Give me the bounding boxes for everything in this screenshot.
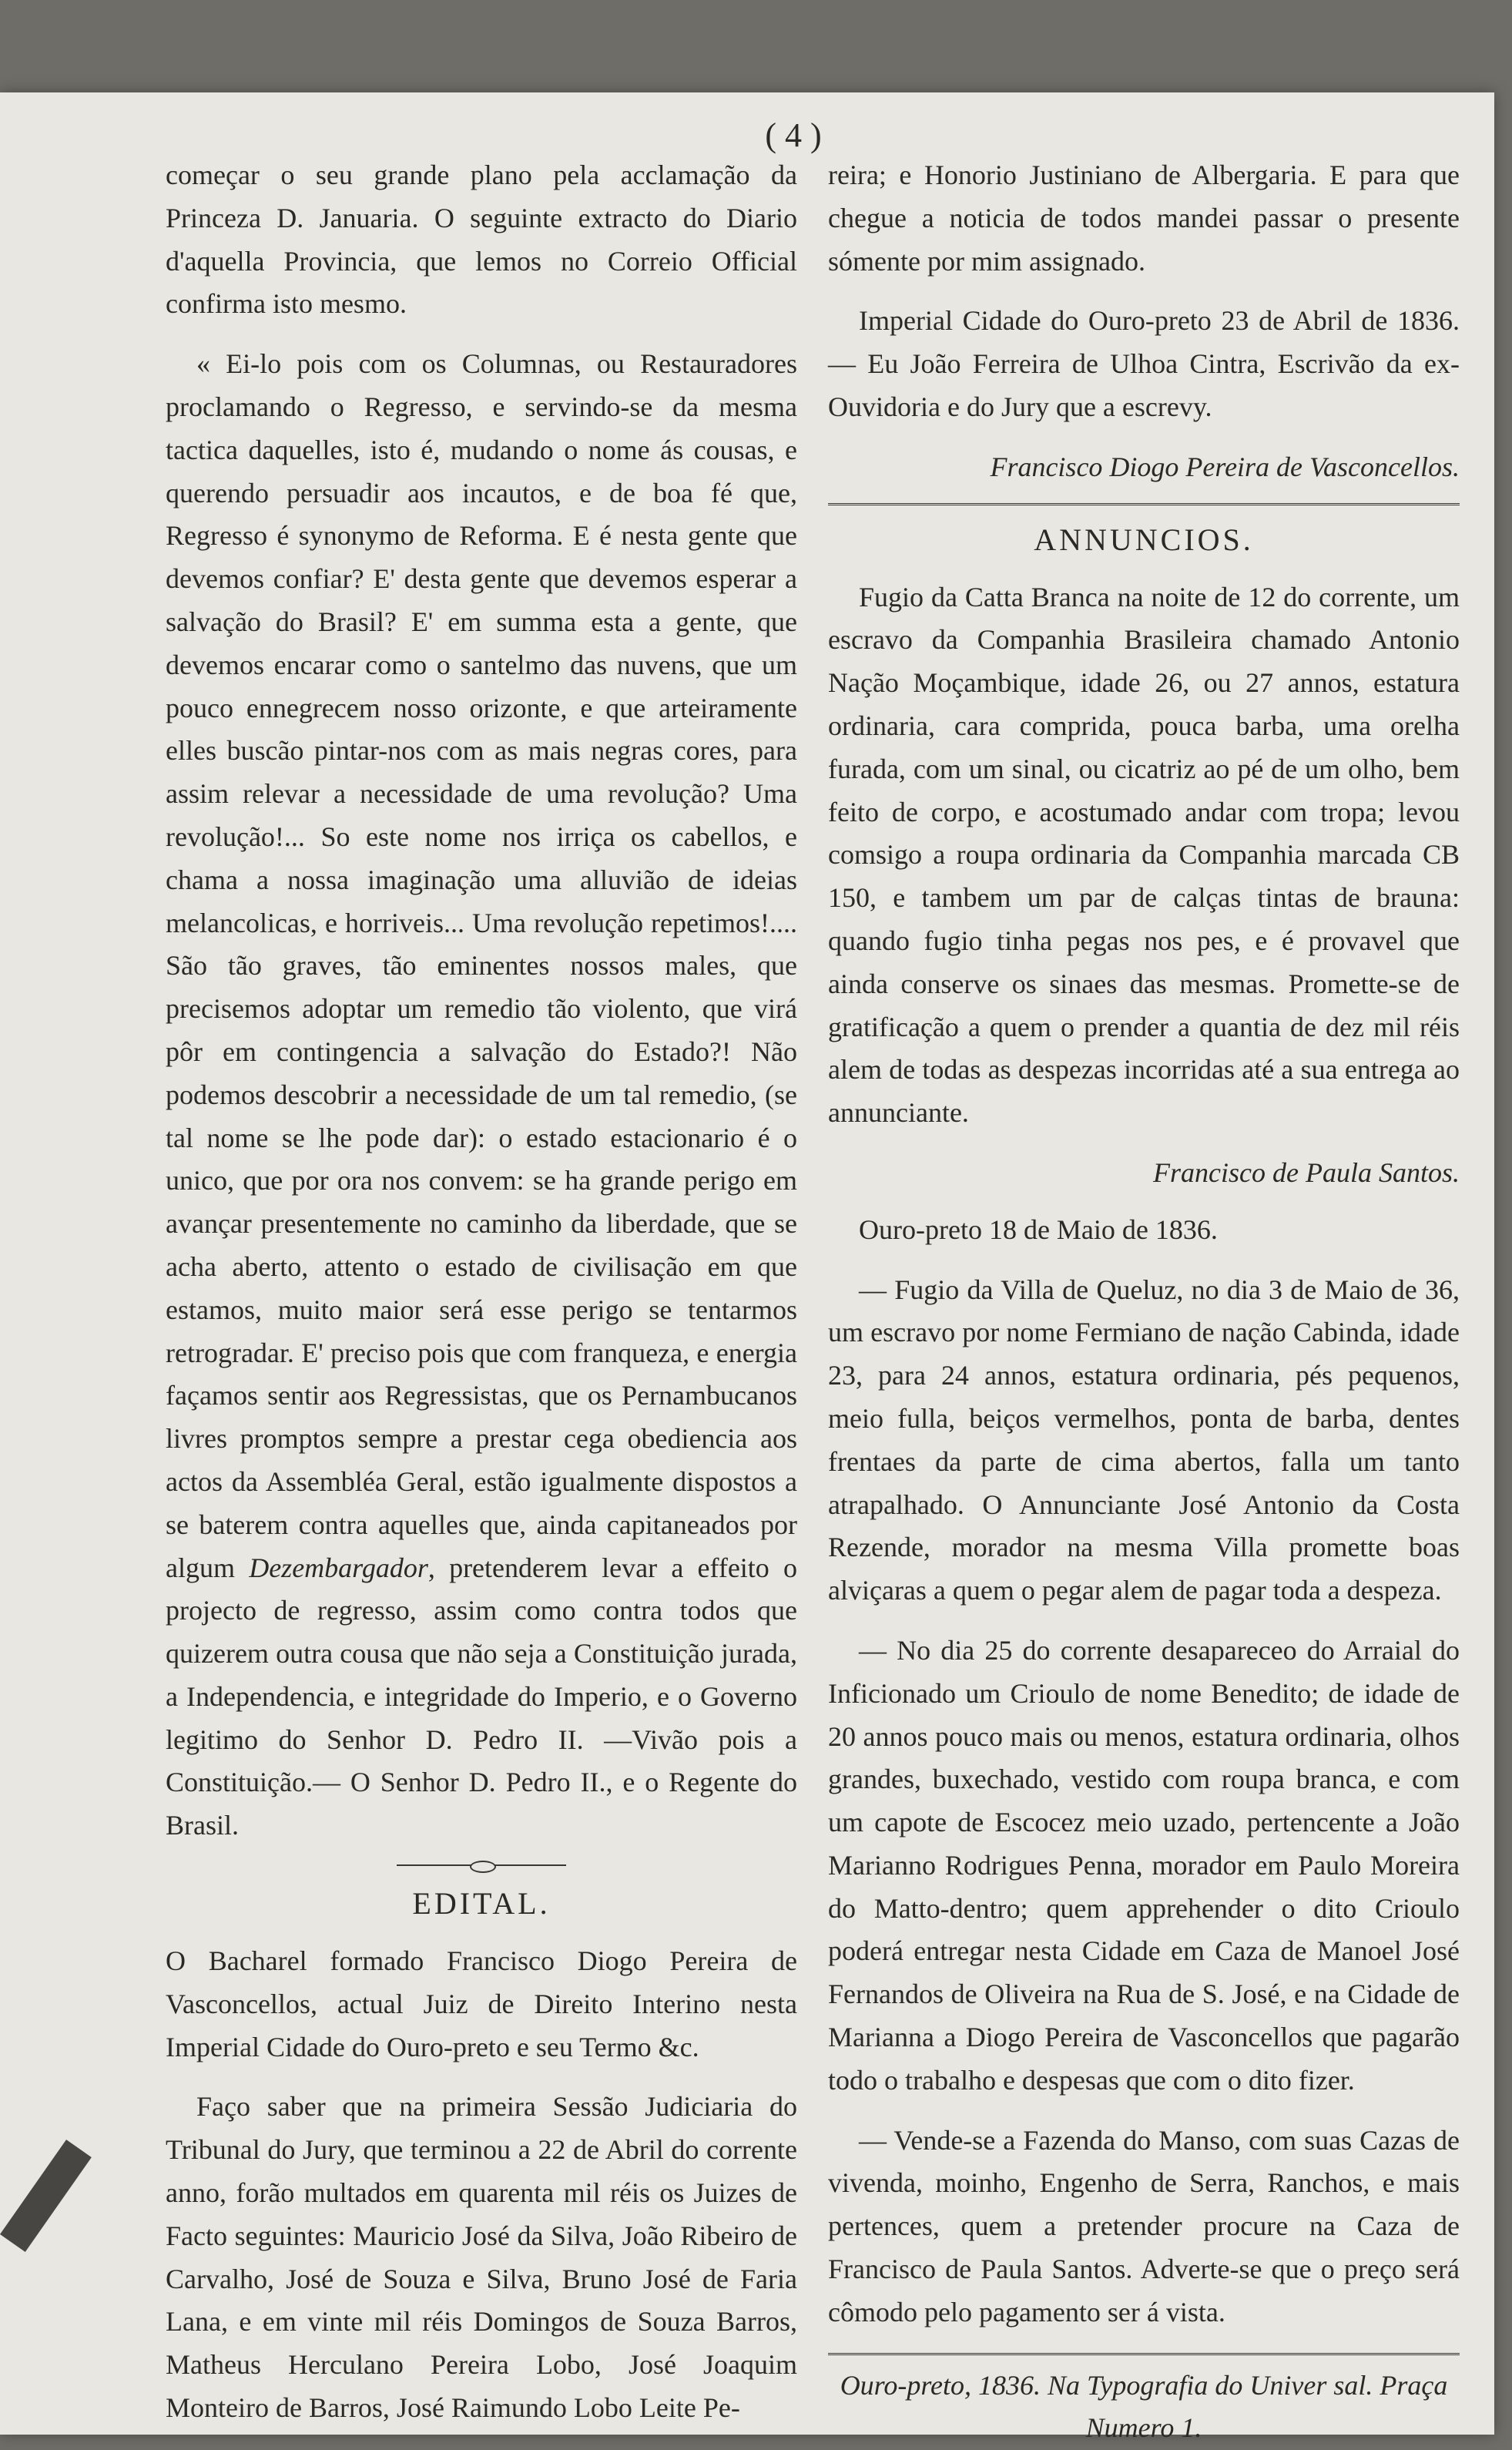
edital-intro: O Bacharel formado Francisco Diogo Pereira de Vasconcellos, actual Juiz de Direito Interino nesta Imperial Cidade do Ouro-preto e seu Termo &c.: [166, 1945, 797, 2062]
ornament-divider: [397, 1864, 566, 1871]
advert-queluz: — Fugio da Villa de Queluz, no dia 3 de Maio de 36, um escravo por nome Fermiano de nação Cabinda, idade 23, para 24 annos, estatura ordinaria, pés pequenos, meio fulla, beiços vermelhos, ponta de barba, dentes frentaes da parte de cima abertos, falla um tanto atrapalhado. O Annunciante José Antonio da Costa Rezende, morador na mesma Villa promette boas alviçaras a quem o pegar alem de pagar toda a despeza.: [828, 1274, 1460, 1606]
advert-catta-branca: Fugio da Catta Branca na noite de 12 do corrente, um escravo da Companhia Brasileira chamado Antonio Nação Moçambique, idade 26, ou 27 annos, estatura ordinaria, cara comprida, pouca barba, uma orelha furada, com um sinal, ou cicatriz ao pé de um olho, bem feito de corpo, e acostumado andar com tropa; levou comsigo a roupa ordinaria da Companhia marcada CB 150, e tambem um par de calças tintas de brauna: quando fugio tinha pegas nos pes, e é provavel que ainda conserve os sinaes das mesmas. Promette-se de gratificação a quem o prender a quantia de dez mil réis alem de todas as despezas incorridas até a sua entrega ao annunciante.: [828, 581, 1460, 1129]
italic-term: Dezembargador: [249, 1552, 428, 1583]
quoted-article: [166, 343, 797, 1848]
edital-continuation: reira; e Honorio Justiniano de Albergaria. E para que chegue a noticia de todos mandei passar o presente sómente por mim assignado.: [828, 159, 1460, 277]
right-column: [828, 154, 1460, 2450]
edital-signature: Francisco Diogo Pereira de Vasconcellos.: [990, 451, 1460, 482]
quoted-article-end: , pretenderem levar a effeito o projecto de regresso, assim como contra todos que quizerem outra cousa que não seja a Constituição jurada, a Independencia, e integridade do Imperio, e o Governo legitimo do Senhor D. Pedro II. —Vivão pois a Constituição.— O Senhor D. Pedro II., e o Regente do Brasil.: [166, 1552, 798, 1841]
section-divider: [828, 503, 1460, 505]
edital-body: Faço saber que na primeira Sessão Judiciaria do Tribunal do Jury, que terminou a 22 de Abril do corrente anno, forão multados em quarenta mil réis os Juizes de Facto seguintes: Mauricio José da Silva, João Ribeiro de Carvalho, José de Souza e Silva, Bruno José de Faria Lana, e em vinte mil réis Domingos de Souza Barros, Matheus Herculano Pereira Lobo, José Joaquim Monteiro de Barros, José Raimundo Lobo Leite Pe-: [166, 2091, 797, 2424]
advert-inficionado: — No dia 25 do corrente desapareceo do Arraial do Inficionado um Crioulo de nome Benedito; de idade de 20 annos pouco mais ou menos, estatura ordinaria, olhos grandes, buxechado, vestido com roupa branca, e com um capote de Escocez meio uzado, pertencente a João Marianno Rodrigues Penna, morador em Paulo Moreira do Matto-dentro; quem apprehender o dito Crioulo poderá entregar nesta Cidade em Caza de Manoel José Fernandos de Oliveira na Rua de S. José, e na Cidade de Marianna a Diogo Pereira de Vasconcellos que pagarão todo o trabalho e despesas que com o dito fizer.: [828, 1634, 1460, 2096]
edital-heading: EDITAL.: [412, 1886, 551, 1921]
left-column: [166, 154, 797, 2447]
annuncios-heading: ANNUNCIOS.: [1034, 522, 1254, 557]
intro-paragraph: começar o seu grande plano pela acclamação da Princeza D. Januaria. O seguinte extracto do Diario d'aquella Provincia, que lemos no Correio Official confirma isto mesmo.: [166, 159, 797, 320]
advert-signature: Francisco de Paula Santos.: [1153, 1156, 1460, 1188]
quoted-article-text: « Ei-lo pois com os Columnas, ou Restauradores proclamando o Regresso, e servindo-se da mesma tactica daquelles, isto é, mudando o nome ás cousas, e querendo persuadir aos incautos, e de boa fé que, Regresso é synonymo de Reforma. E é nesta gente que devemos confiar? E' desta gente que devemos esperar a salvação do Brasil? E' em summa esta a gente, que devemos encarar como o santelmo das nuvens, que um pouco ennegrecem nosso orizonte, e que arteiramente elles buscão pintar-nos com as mais negras cores, para assim relevar a necessidade de uma revolução? Uma revolução!... So este nome nos irriça os cabellos, e chama a nossa imaginação uma alluvião de ideias melancolicas, e horriveis... Uma revolução repetimos!.... São tão graves, tão eminentes nossos males, que precisemos adoptar um remedio tão violento, que virá pôr em contingencia a salvação do Estado?! Não podemos descobrir a necessidade de um tal remedio, (se tal nome se lhe pode dar): o estado estacionario é o unico, que por ora nos convem: se ha grande perigo em avançar presentemente no caminho da liberdade, que se acha aberto, attento o estado de civilisação em que estamos, muito maior será esse perigo se tentarmos retrogradar. E' preciso pois que com franqueza, e energia façamos sentir aos Regressistas, que os Pernambucanos livres promptos sempre a prestar cega obediencia aos actos da Assembléa Geral, estão igualmente dispostos a se baterem contra aquelles que, ainda capitaneados por algum: [166, 348, 797, 1583]
edital-closing: Imperial Cidade do Ouro-preto 23 de Abril de 1836. — Eu João Ferreira de Ulhoa Cintra, Escrivão da ex-Ouvidoria e do Jury que a escrevy.: [828, 305, 1460, 422]
page-number: ( 4 ): [765, 116, 822, 154]
advert-fazenda-manso: — Vende-se a Fazenda do Manso, com suas Cazas de vivenda, moinho, Engenho de Serra, Ranchos, e mais pertences, quem a pretender procure na Caza de Francisco de Paula Santos. Adverte-se que o preço será cômodo pelo pagamento ser á vista.: [828, 2124, 1460, 2328]
advert-date: Ouro-preto 18 de Maio de 1836.: [859, 1213, 1218, 1245]
printer-imprint: Ouro-preto, 1836. Na Typografia do Univer sal. Praça Numero 1.: [828, 2353, 1460, 2450]
